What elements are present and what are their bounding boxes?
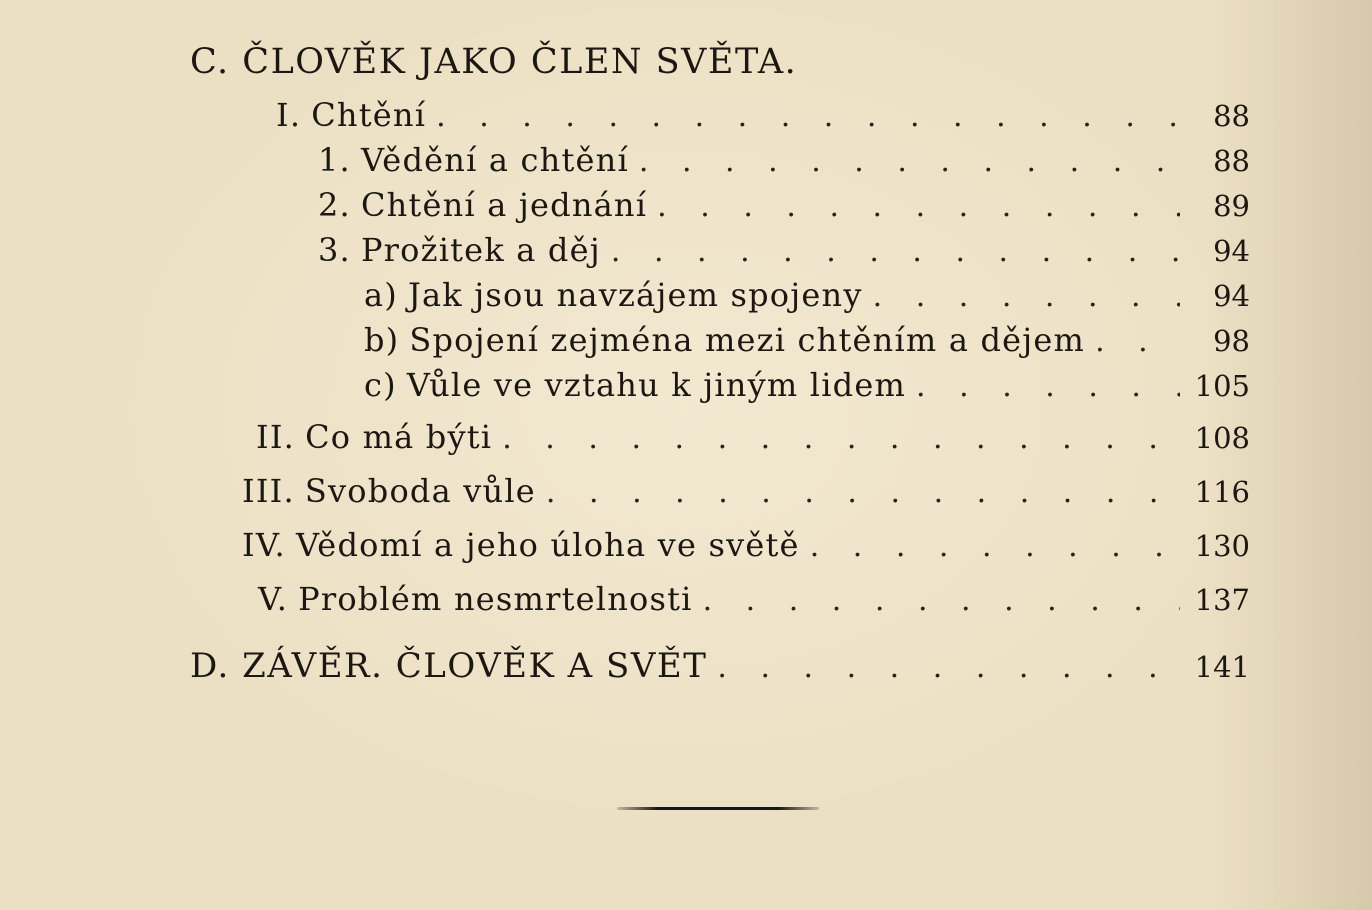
toc-entry xyxy=(256,418,1250,462)
entry-page: 105 xyxy=(1194,369,1250,403)
entry-title: Svoboda vůle xyxy=(304,472,536,510)
entry-page: 141 xyxy=(1194,650,1250,684)
dot-leader xyxy=(657,189,1180,224)
entry-page: 94 xyxy=(1213,234,1250,268)
entry-title: Chtění xyxy=(311,96,427,134)
section-c-heading: C. ČLOVĚK JAKO ČLEN SVĚTA. xyxy=(190,42,798,82)
dot-leader xyxy=(639,144,1180,179)
toc-entry xyxy=(364,276,1250,320)
dot-leader xyxy=(810,529,1180,564)
entry-number: IV. xyxy=(242,526,286,564)
entry-title: Co má býti xyxy=(305,418,493,456)
entry-title: Vědomí a jeho úloha ve světě xyxy=(295,526,800,564)
entry-title: Prožitek a děj xyxy=(360,231,601,269)
entry-page: 98 xyxy=(1213,324,1250,358)
entry-number: b) xyxy=(364,321,400,359)
entry-number: II. xyxy=(256,418,296,456)
entry-page: 137 xyxy=(1194,583,1250,617)
toc-entry xyxy=(318,231,1250,275)
section-d-heading: D. ZÁVĚR. ČLOVĚK A SVĚT xyxy=(190,646,708,686)
toc-entry xyxy=(364,366,1250,410)
entry-number: III. xyxy=(242,472,295,510)
dot-leader xyxy=(611,234,1180,269)
entry-number: c) xyxy=(364,366,397,404)
dot-leader xyxy=(703,583,1180,618)
dot-leader xyxy=(873,279,1180,314)
dot-leader xyxy=(502,421,1180,456)
toc-entry xyxy=(276,96,1250,140)
toc-entry xyxy=(318,141,1250,185)
entry-page: 89 xyxy=(1213,189,1250,223)
entry-page: 94 xyxy=(1213,279,1250,313)
toc-entry xyxy=(242,472,1250,516)
toc-entry xyxy=(242,526,1250,570)
dot-leader xyxy=(436,99,1180,134)
entry-number: 2. xyxy=(318,186,351,224)
toc-entry xyxy=(364,321,1250,365)
dot-leader xyxy=(1095,324,1180,359)
entry-title: Problém nesmrtelnosti xyxy=(298,580,693,618)
dot-leader xyxy=(717,650,1180,685)
entry-number: I. xyxy=(276,96,302,134)
section-d-entry xyxy=(190,646,1250,690)
toc-entry xyxy=(318,186,1250,230)
entry-title: Spojení zejména mezi chtěním a dějem xyxy=(409,321,1086,359)
entry-number: a) xyxy=(364,276,398,314)
entry-page: 116 xyxy=(1194,475,1250,509)
entry-page: 108 xyxy=(1194,421,1250,455)
entry-title: Vědění a chtění xyxy=(360,141,629,179)
closing-rule xyxy=(617,807,819,810)
entry-page: 88 xyxy=(1213,144,1250,178)
dot-leader xyxy=(916,369,1180,404)
entry-title: Jak jsou navzájem spojeny xyxy=(407,276,863,314)
entry-title: Vůle ve vztahu k jiným lidem xyxy=(406,366,907,404)
entry-number: 3. xyxy=(318,231,351,269)
dot-leader xyxy=(546,475,1180,510)
entry-number: 1. xyxy=(318,141,351,179)
entry-title: Chtění a jednání xyxy=(360,186,648,224)
entry-number: V. xyxy=(258,580,289,618)
entry-page: 130 xyxy=(1194,529,1250,563)
toc-entry xyxy=(258,580,1250,624)
entry-page: 88 xyxy=(1213,99,1250,133)
